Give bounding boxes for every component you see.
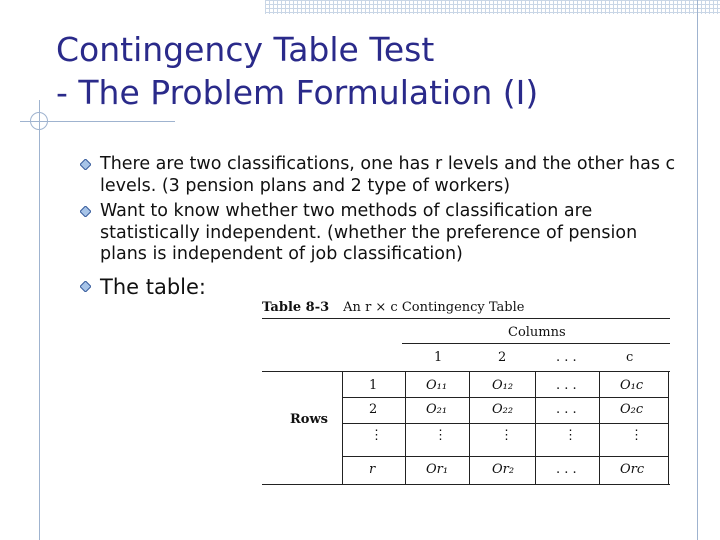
diamond-bullet-icon bbox=[80, 281, 91, 292]
cell-grid-vline bbox=[469, 371, 470, 484]
table-bottom-rule bbox=[262, 484, 670, 485]
bullet-list bbox=[80, 154, 680, 300]
table-cell: . . . bbox=[556, 378, 577, 393]
columns-header: Columns bbox=[508, 325, 566, 340]
table-caption-number: Table 8-3 bbox=[262, 300, 330, 315]
table-caption bbox=[262, 300, 524, 315]
table-top-rule bbox=[262, 318, 670, 319]
cell-grid-hline bbox=[342, 423, 669, 424]
table-cell: O₁c bbox=[620, 378, 644, 393]
table-cell: O₂c bbox=[620, 402, 644, 417]
table-cell: O₁₂ bbox=[492, 378, 514, 393]
slide-title bbox=[56, 28, 538, 114]
bullet-item bbox=[80, 274, 680, 300]
table-cell: ⋮ bbox=[434, 428, 447, 443]
table-cell: ⋮ bbox=[630, 428, 643, 443]
slide-title-line-1: Contingency Table Test bbox=[56, 30, 435, 69]
bullet-text: Want to know whether two methods of classification are statistically independent. (whether the preference of pension plans is independent of job classification) bbox=[100, 201, 638, 264]
rows-header: Rows bbox=[290, 412, 328, 427]
slide-title-line-2: - The Problem Formulation (I) bbox=[56, 73, 539, 112]
cell-grid-vline bbox=[535, 371, 536, 484]
header-rule bbox=[262, 371, 670, 372]
decorative-grid-pattern bbox=[265, 0, 720, 14]
column-label: c bbox=[626, 350, 634, 365]
row-label: 2 bbox=[369, 402, 378, 417]
column-label: . . . bbox=[556, 350, 577, 365]
table-cell: Or₁ bbox=[426, 462, 449, 477]
bullet-item bbox=[80, 201, 680, 266]
table-cell: O₁₁ bbox=[426, 378, 448, 393]
cell-grid-vline bbox=[405, 371, 406, 484]
diamond-bullet-icon bbox=[80, 206, 91, 217]
contingency-table-figure bbox=[262, 298, 672, 488]
row-label: 1 bbox=[369, 378, 378, 393]
bullet-item bbox=[80, 154, 680, 197]
table-caption-text: An r × c Contingency Table bbox=[343, 300, 525, 315]
bullet-text: The table: bbox=[100, 274, 206, 299]
cell-grid-outer-left bbox=[342, 371, 343, 484]
row-label: ⋮ bbox=[370, 428, 383, 443]
decorative-circle bbox=[30, 112, 48, 130]
column-label: 1 bbox=[434, 350, 443, 365]
table-cell: ⋮ bbox=[564, 428, 577, 443]
row-label: r bbox=[369, 462, 376, 477]
bullet-text: There are two classifications, one has r levels and the other has c levels. (3 pension plans and 2 type of workers) bbox=[100, 154, 676, 196]
decorative-vertical-rule bbox=[697, 0, 698, 540]
decorative-left-vertical-rule bbox=[39, 100, 40, 540]
table-cell: ⋮ bbox=[500, 428, 513, 443]
cell-grid-right bbox=[668, 371, 669, 484]
table-cell: O₂₁ bbox=[426, 402, 448, 417]
table-cell: O₂₂ bbox=[492, 402, 514, 417]
table-cell: Or₂ bbox=[492, 462, 515, 477]
cell-grid-hline bbox=[342, 397, 669, 398]
table-cell: . . . bbox=[556, 462, 577, 477]
table-cell: . . . bbox=[556, 402, 577, 417]
cell-grid-hline bbox=[342, 456, 669, 457]
cell-grid-vline bbox=[599, 371, 600, 484]
diamond-bullet-icon bbox=[80, 159, 91, 170]
column-label: 2 bbox=[498, 350, 507, 365]
table-cell: Orc bbox=[620, 462, 645, 477]
columns-rule bbox=[402, 343, 670, 344]
